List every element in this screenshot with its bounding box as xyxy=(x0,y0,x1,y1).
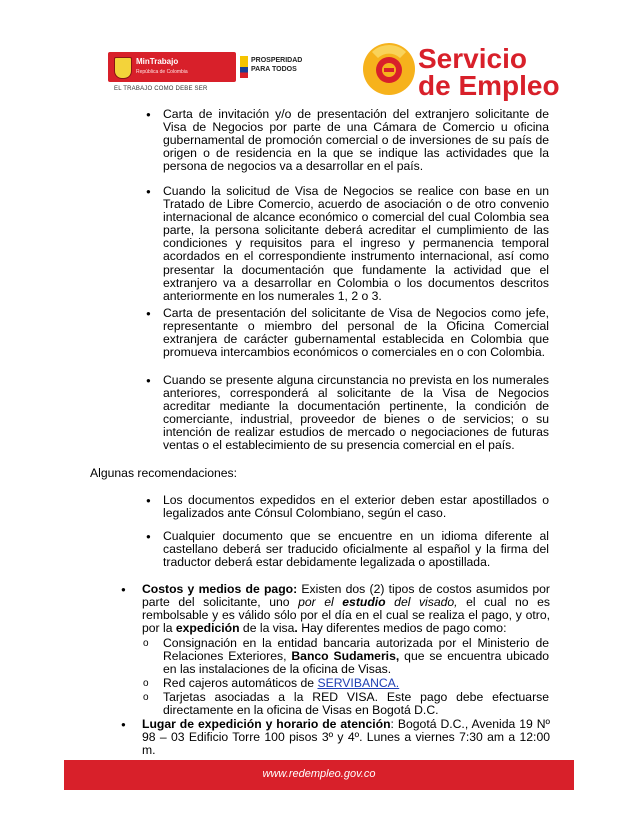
list-item: Cuando se presente alguna circunstancia no prevista en los numerales anteriores, corresponderá al solicitante de la Visa de Negocios acreditar mediante la documentación pertinente, la condición de comerciante, industrial, proveedor de bienes o de servicios; o su intención de realizar estudios de mercado o negociaciones de futuras ventas o el establecimiento de su presencia comercial en el país. xyxy=(163,373,549,453)
colombia-flag-icon xyxy=(240,56,248,78)
ministry-subtitle: República de Colombia xyxy=(136,69,188,75)
bullet-icon: ● xyxy=(146,376,151,385)
list-item: Cuando la solicitud de Visa de Negocios se realice con base en un Tratado de Libre Comercio, acuerdo de asociación o de otro convenio internacional de alcance económico o comercial del cual Colombia sea parte, la persona solicitante deberá acreditar el cumplimiento de las condiciones y requisitos para el ingreso y permanencia temporal acordados en el correspondiente instrumento internacional, así como presentar la documentación que fundamente la actividad que el extranjero va a desarrollar en Colombia o los documentos descritos anteriormente en los numerales 1, 2 o 3. xyxy=(163,184,549,303)
payment-method-item: Tarjetas asociadas a la RED VISA. Este pago debe efectuarse directamente en la oficina de Visas en Bogotá D.C. xyxy=(163,690,549,718)
bullet-icon: ● xyxy=(121,720,126,729)
costs-label: Costos y medios de pago: xyxy=(142,582,298,596)
bullet-icon: ● xyxy=(146,496,151,505)
bullet-icon: ● xyxy=(146,187,151,196)
servicio-empleo-logo-icon xyxy=(360,38,418,96)
ministry-slogan: EL TRABAJO COMO DEBE SER xyxy=(114,86,208,92)
list-item: Los documentos expedidos en el exterior deben estar apostillados o legalizados ante Cónsul Colombiano, según el caso. xyxy=(163,493,549,521)
payment-method-item: Consignación en la entidad bancaria autorizada por el Ministerio de Relaciones Exteriores, Banco Sudameris, que se encuentra ubicado en las instalaciones de la oficina de Visas. xyxy=(163,636,549,677)
mintrabajo-logo-block xyxy=(108,48,303,100)
servicio-title: Servicio xyxy=(418,43,527,74)
payment-method-item: Red cajeros automáticos de SERVIBANCA. xyxy=(163,676,400,690)
bullet-icon: ● xyxy=(146,110,151,119)
place-label: Lugar de expedición y horario de atención xyxy=(142,717,391,731)
mintrabajo-logo xyxy=(108,52,236,82)
circle-bullet-icon: o xyxy=(143,692,149,703)
bullet-icon: ● xyxy=(121,585,126,594)
bullet-icon: ● xyxy=(146,532,151,541)
prosperidad-logo xyxy=(240,54,303,80)
recommendations-heading: Algunas recomendaciones: xyxy=(90,466,238,480)
list-item: Carta de invitación y/o de presentación del extranjero solicitante de Visa de Negocios por parte de una Cámara de Comercio u oficina gubernamental de promoción comercial o de inversiones de su país de origen o de residencia en la que se indique las actividades que la persona de negocios va a desarrollar en el país. xyxy=(163,107,549,174)
costs-paragraph: Costos y medios de pago: Existen dos (2) tipos de costos asumidos por parte del solicitante, uno por el estudio del visado, el cual no es rembolsable y es válido sólo por el día en el cual se realiza el pago, y otro, por la expedición de la visa. Hay diferentes medios de pago como: xyxy=(142,582,550,636)
servibanca-link[interactable]: SERVIBANCA. xyxy=(317,676,400,690)
circle-bullet-icon: o xyxy=(143,638,149,649)
bullet-icon: ● xyxy=(146,309,151,318)
footer-bar xyxy=(64,760,574,790)
list-item: Carta de presentación del solicitante de Visa de Negocios como jefe, representante o miembro del personal de la Oficina Comercial extranjera de carácter gubernamental establecida en Colombia que promueva intercambios económicos o comerciales en o con Colombia. xyxy=(163,306,549,360)
list-item: Cualquier documento que se encuentre en un idioma diferente al castellano deberá ser traducido oficialmente al español y la firma del traductor deberá estar debidamente legalizada o apostillada. xyxy=(163,529,549,570)
bank-name: Banco Sudameris, xyxy=(291,649,400,664)
prosperidad-line1: PROSPERIDAD xyxy=(251,57,303,64)
circle-bullet-icon: o xyxy=(143,678,149,689)
empleo-title: de Empleo xyxy=(418,70,560,101)
footer-url: www.redempleo.gov.co xyxy=(262,768,376,780)
coat-of-arms-icon xyxy=(114,57,132,79)
ministry-name: MinTrabajo xyxy=(136,57,179,66)
place-paragraph: Lugar de expedición y horario de atención: Bogotá D.C., Avenida 19 Nº 98 – 03 Edificio Torre 100 pisos 3º y 4º. Lunes a viernes 7:30 am a 12:00 m. xyxy=(142,717,550,758)
prosperidad-line2: PARA TODOS xyxy=(251,66,297,73)
